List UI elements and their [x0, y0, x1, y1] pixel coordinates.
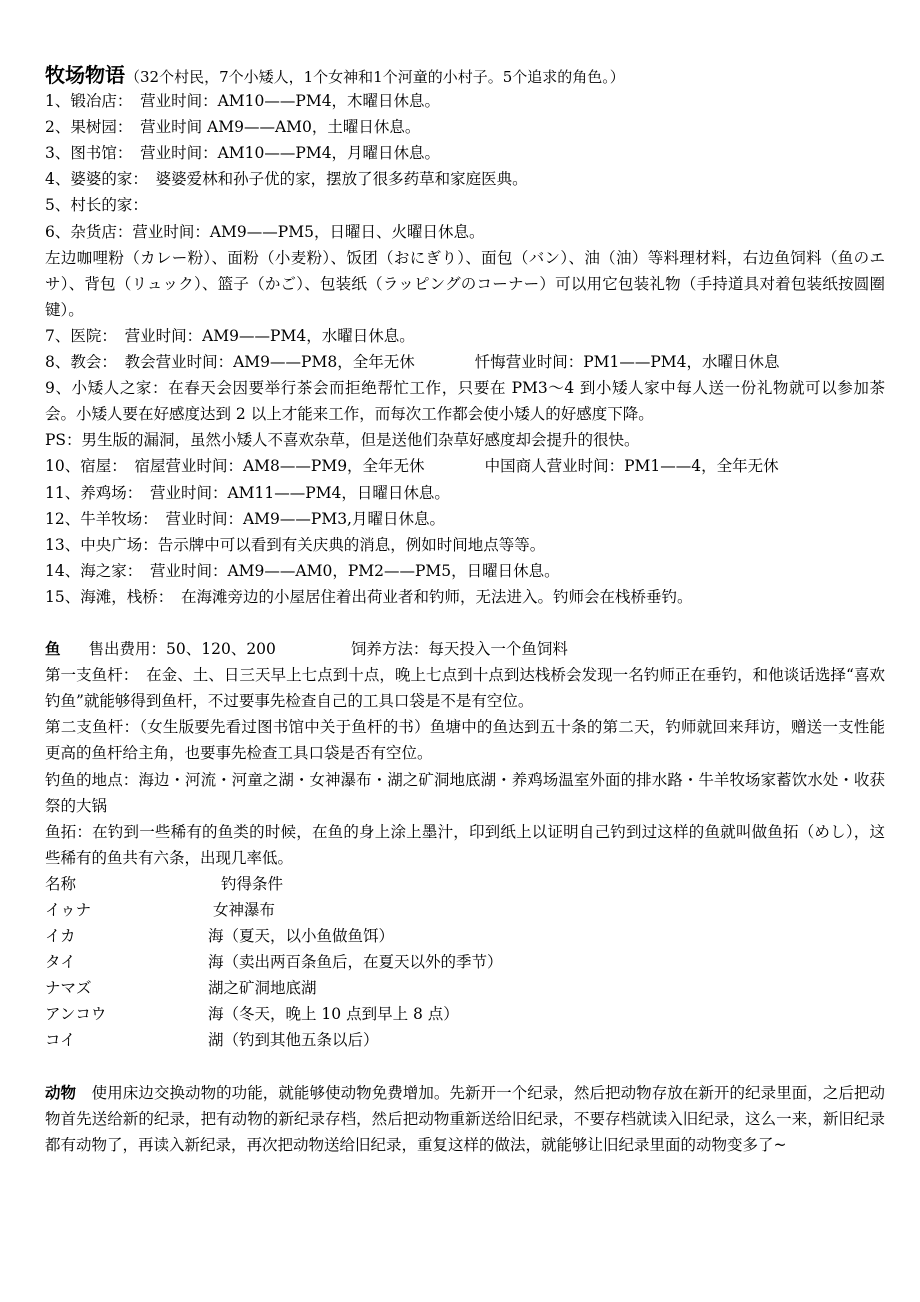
fishing-rod-2: 第二支鱼杆：（女生版要先看过图书馆中关于鱼杆的书）鱼塘中的鱼达到五十条的第二天，钓师就回来拜访，赠送一支性能更高的鱼杆给主角，也要事先检查工具口袋是否有空位。: [45, 718, 885, 763]
fish-condition: 女神瀑布: [213, 901, 276, 919]
grocery-detail: 左边咖哩粉（カレー粉）、面粉（小麦粉）、饭团（おにぎり）、面包（バン）、油（油）等料理材料，右边鱼饲料（鱼のエサ）、背包（リュック）、篮子（かご）、包装纸（ラッピングのコーナー）可以用它包装礼物（手持道具对着包装纸按圆圈键）。: [45, 248, 885, 319]
fish-condition: 湖之矿洞地底湖: [208, 979, 317, 998]
church-hours: 8、教会： 教会营业时间：AM9——PM8，全年无休: [45, 353, 415, 372]
page-title: 牧场物语: [45, 63, 125, 87]
place-5: 5、村长的家：: [45, 196, 148, 215]
fish-feeding: 饲养方法：每天投入一个鱼饲料: [350, 640, 568, 659]
fish-condition: 海（夏天，以小鱼做鱼饵）: [208, 927, 395, 946]
place-3: 3、图书馆： 营业时间：AM10——PM4，月曜日休息。: [45, 144, 441, 163]
fish-name: ナマズ: [45, 979, 92, 998]
fish-price: 售出费用：50、120、200: [88, 640, 276, 659]
table-row: [45, 923, 885, 949]
table-row: [45, 1027, 885, 1053]
fish-name: タイ: [45, 953, 76, 972]
ps-note: PS：男生版的漏洞，虽然小矮人不喜欢杂草，但是送他们杂草好感度却会提升的很快。: [45, 431, 640, 450]
fish-condition: 湖（钓到其他五条以后）: [208, 1031, 379, 1050]
table-row: [45, 1001, 885, 1027]
confession-hours: 忏悔营业时间：PM1——PM4，水曜日休息: [474, 353, 780, 372]
place-4: 4、婆婆的家： 婆婆爱林和孙子优的家，摆放了很多药草和家庭医典。: [45, 170, 528, 189]
fishing-spots: 钓鱼的地点：海边・河流・河童之湖・女神瀑布・湖之矿洞地底湖・养鸡场温室外面的排水路・牛羊牧场家蓄饮水处・收获祭的大锅: [45, 770, 885, 815]
fish-rubbing: 鱼拓：在钓到一些稀有的鱼类的时候，在鱼的身上涂上墨汁，印到纸上以证明自己钓到过这样的鱼就叫做鱼拓（めし），这些稀有的鱼共有六条，出现几率低。: [45, 822, 885, 867]
place-9: 9、小矮人之家：在春天会因要举行茶会而拒绝帮忙工作，只要在 PM3～4 到小矮人家中每人送一份礼物就可以参加茶会。小矮人要在好感度达到 2 以上才能来工作，而每次工作都会使小矮人的好感度下降。: [45, 379, 885, 424]
title-line: [45, 62, 885, 88]
fish-condition: 海（冬天，晚上 10 点到早上 8 点）: [208, 1005, 459, 1024]
table-row: [45, 975, 885, 1001]
fish-name: コイ: [45, 1031, 76, 1050]
page-subtitle: （32个村民，7个小矮人，1个女神和1个河童的小村子。5个追求的角色。）: [125, 68, 625, 86]
fish-table-header: [45, 871, 885, 897]
table-header-name: 名称: [45, 874, 77, 893]
place-1: 1、锻冶店： 营业时间：AM10——PM4，木曜日休息。: [45, 92, 441, 111]
place-11: 11、养鸡场： 营业时间：AM11——PM4，日曜日休息。: [45, 483, 450, 502]
fish-header-line: [45, 636, 885, 662]
merchant-hours: 中国商人营业时间：PM1——4，全年无休: [484, 457, 779, 476]
place-2: 2、果树园： 营业时间 AM9——AM0，土曜日休息。: [45, 118, 421, 137]
table-row: [45, 897, 885, 923]
place-10: [45, 453, 885, 479]
fish-name: アンコウ: [45, 1005, 107, 1024]
table-header-condition: 钓得条件: [221, 874, 284, 893]
fishing-rod-1: 第一支鱼杆： 在金、土、日三天早上七点到十点，晚上七点到十点到达栈桥会发现一名钓师正在垂钓，和他谈话选择“喜欢钓鱼”就能够得到鱼杆，不过要事先检查自己的工具口袋是不是有空位。: [45, 666, 885, 711]
animals-text: 使用床边交换动物的功能，就能够使动物免费增加。先新开一个纪录，然后把动物存放在新开的纪录里面，之后把动物首先送给新的纪录，把有动物的新纪录存档，然后把动物重新送给旧纪录，不要存档就读入旧纪录，这么一来，新旧纪录都有动物了，再读入新纪录，再次把动物送给旧纪录，重复这样的做法，就能够让旧纪录里面的动物变多了~: [45, 1083, 885, 1154]
animals-heading: 动物: [45, 1083, 77, 1102]
document-page: [45, 62, 885, 1158]
spacer: [45, 1054, 885, 1080]
animals-paragraph: [45, 1080, 885, 1158]
spacer: [45, 610, 885, 636]
place-14: 14、海之家： 营业时间：AM9——AM0，PM2——PM5，日曜日休息。: [45, 561, 560, 580]
fish-name: イカ: [45, 927, 76, 946]
fish-heading: 鱼: [45, 640, 61, 659]
place-7: 7、医院： 营业时间：AM9——PM4，水曜日休息。: [45, 326, 415, 345]
place-13: 13、中央广场：告示牌中可以看到有关庆典的消息，例如时间地点等等。: [45, 535, 546, 554]
inn-hours: 10、宿屋： 宿屋营业时间：AM8——PM9，全年无休: [45, 457, 425, 476]
place-8: [45, 349, 885, 375]
place-6: 6、杂货店：营业时间：AM9——PM5，日曜日、火曜日休息。: [45, 222, 485, 241]
fish-name: イゥナ: [45, 901, 92, 919]
place-15: 15、海滩，栈桥： 在海滩旁边的小屋居住着出荷业者和钓师，无法进入。钓师会在栈桥垂钓。: [45, 587, 693, 606]
place-12: 12、牛羊牧场： 营业时间：AM9——PM3,月曜日休息。: [45, 509, 445, 528]
table-row: [45, 949, 885, 975]
fish-condition: 海（卖出两百条鱼后，在夏天以外的季节）: [208, 953, 503, 972]
